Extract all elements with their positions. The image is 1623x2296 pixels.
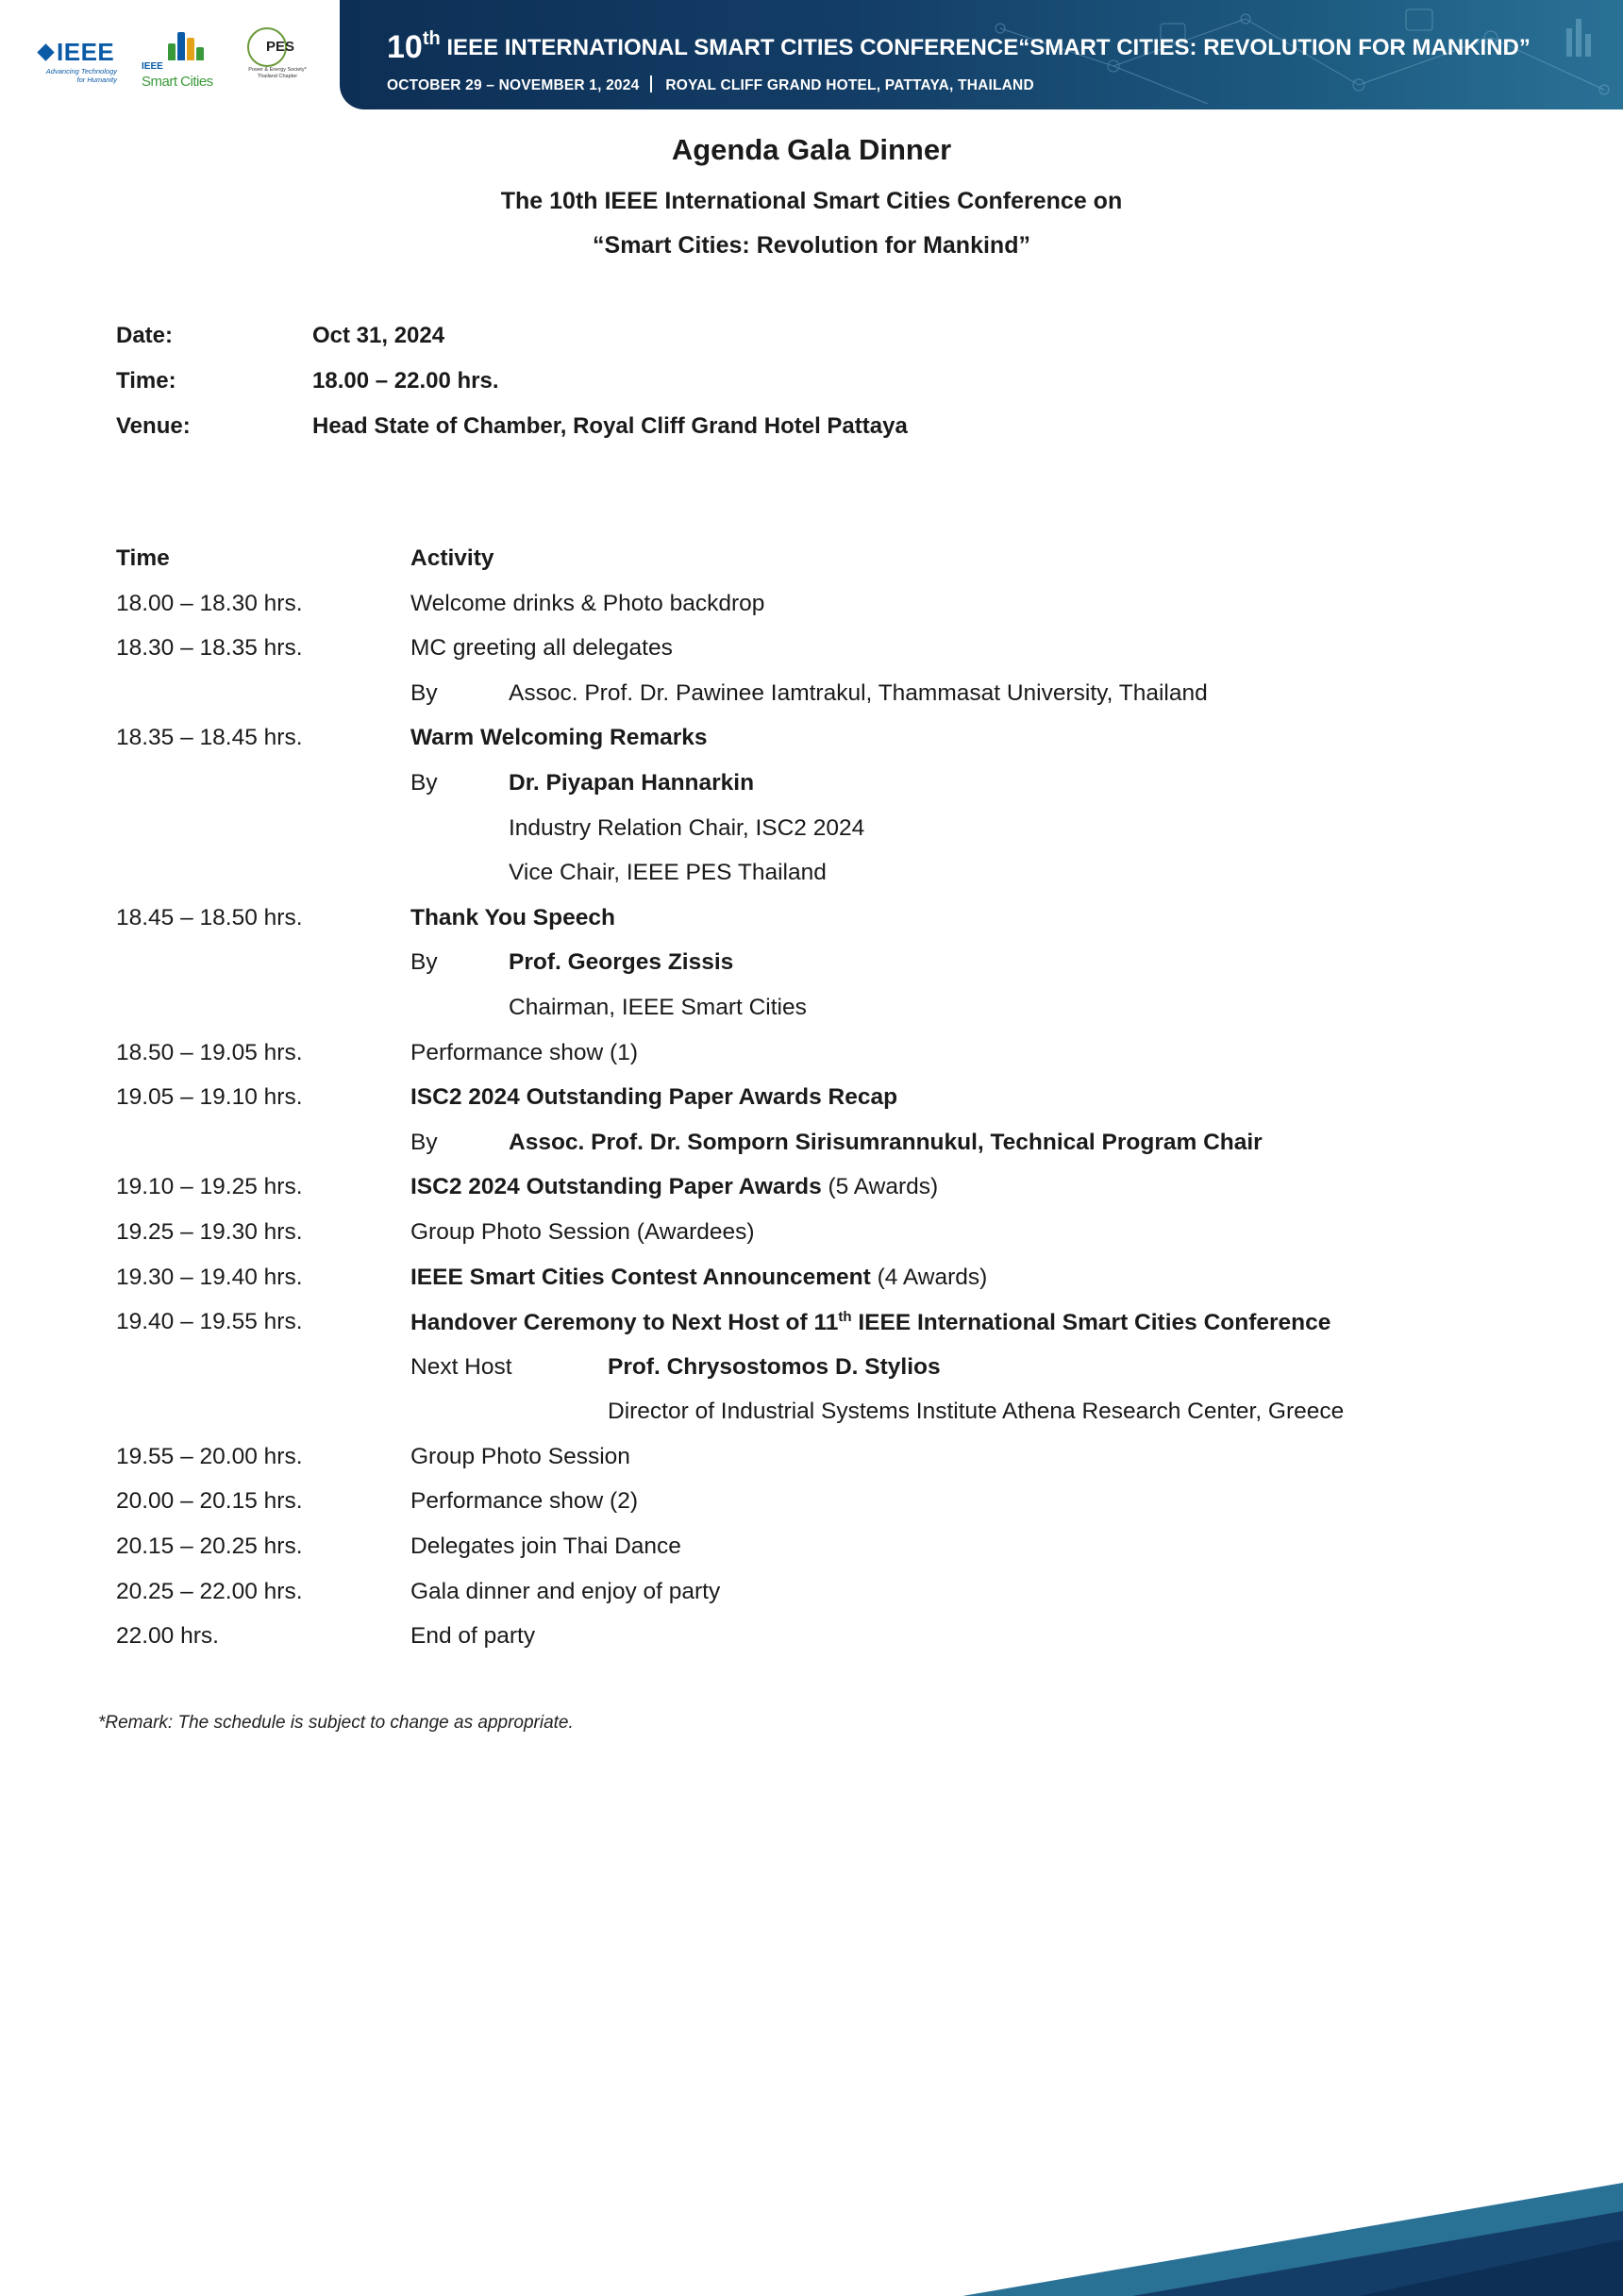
info-venue-label: Venue:	[116, 413, 191, 439]
agenda-row	[0, 1309, 1623, 1354]
agenda-row	[0, 1533, 1623, 1579]
agenda-by-label: By	[410, 769, 438, 796]
agenda-by-label: By	[410, 679, 438, 706]
agenda-speaker: Assoc. Prof. Dr. Somporn Sirisumrannukul, Technical Program Chair	[509, 1129, 1263, 1155]
smart-cities-text: Smart Cities	[142, 74, 213, 90]
agenda-time: 18.35 – 18.45 hrs.	[116, 725, 303, 751]
agenda-time: 18.30 – 18.35 hrs.	[116, 635, 303, 662]
agenda-table	[0, 545, 1623, 1668]
agenda-row	[0, 1444, 1623, 1489]
agenda-speaker-detail-row	[0, 815, 1623, 861]
agenda-speaker-role: Vice Chair, IEEE PES Thailand	[509, 860, 827, 886]
ieee-pes-thailand-logo	[243, 25, 308, 90]
agenda-speaker: Prof. Georges Zissis	[509, 949, 734, 976]
agenda-row	[0, 905, 1623, 950]
ieee-tagline-line2: for Humanity	[76, 75, 117, 84]
agenda-speaker: Assoc. Prof. Dr. Pawinee Iamtrakul, Thammasat University, Thailand	[509, 679, 1208, 706]
agenda-speaker-row	[0, 1130, 1623, 1175]
agenda-by-label: By	[410, 1129, 438, 1155]
agenda-row	[0, 725, 1623, 770]
ieee-diamond-icon	[37, 43, 54, 60]
agenda-header-time: Time	[116, 545, 170, 571]
conference-title: 10th IEEE INTERNATIONAL SMART CITIES CONFERENCE“SMART CITIES: REVOLUTION FOR MANKIND”	[387, 28, 1531, 65]
agenda-time: 18.45 – 18.50 hrs.	[116, 904, 303, 930]
page-subtitle-2: “Smart Cities: Revolution for Mankind”	[593, 232, 1030, 259]
agenda-speaker-row	[0, 680, 1623, 726]
agenda-row	[0, 635, 1623, 680]
agenda-speaker-role: Industry Relation Chair, ISC2 2024	[509, 814, 865, 841]
footer-decoration	[962, 2183, 1623, 2296]
agenda-activity: End of party	[410, 1623, 536, 1650]
agenda-next-host-role: Director of Industrial Systems Institute Athena Research Center, Greece	[608, 1399, 1345, 1425]
agenda-speaker-row	[0, 1354, 1623, 1399]
agenda-speaker-role: Chairman, IEEE Smart Cities	[509, 994, 807, 1020]
info-date-value: Oct 31, 2024	[312, 323, 445, 348]
smart-cities-ieee-text: IEEE	[142, 61, 163, 72]
conference-banner	[340, 0, 1623, 109]
agenda-activity: Group Photo Session	[410, 1443, 630, 1469]
pes-text: PES	[266, 39, 295, 55]
agenda-time: 20.00 – 20.15 hrs.	[116, 1488, 303, 1515]
agenda-activity: IEEE Smart Cities Contest Announcement (4 Awards)	[410, 1264, 988, 1290]
conference-dates-location: OCTOBER 29 – NOVEMBER 1, 2024 ROYAL CLIFF GRAND HOTEL, PATTAYA, THAILAND	[387, 77, 1034, 93]
page-subtitle-1: The 10th IEEE International Smart Cities Conference on	[500, 188, 1123, 214]
agenda-time: 19.10 – 19.25 hrs.	[116, 1174, 303, 1200]
agenda-speaker-detail-row	[0, 1399, 1623, 1444]
ieee-logo-text: IEEE	[57, 38, 115, 66]
agenda-speaker-row	[0, 949, 1623, 995]
agenda-speaker-detail-row	[0, 995, 1623, 1040]
agenda-activity: Handover Ceremony to Next Host of 11th IEEE International Smart Cities Conference	[410, 1309, 1331, 1336]
agenda-time: 19.30 – 19.40 hrs.	[116, 1264, 303, 1290]
agenda-header-activity: Activity	[410, 545, 494, 571]
agenda-next-host: Prof. Chrysostomos D. Stylios	[608, 1353, 941, 1380]
agenda-time: 20.15 – 20.25 hrs.	[116, 1533, 303, 1560]
agenda-by-label: By	[410, 949, 438, 976]
agenda-row	[0, 1174, 1623, 1219]
info-time-value: 18.00 – 22.00 hrs.	[312, 368, 499, 394]
agenda-row	[0, 1084, 1623, 1130]
info-venue-value: Head State of Chamber, Royal Cliff Grand Hotel Pattaya	[312, 413, 908, 439]
agenda-activity: Group Photo Session (Awardees)	[410, 1218, 755, 1245]
agenda-row	[0, 1488, 1623, 1533]
agenda-row	[0, 591, 1623, 636]
ieee-smart-cities-logo	[142, 30, 226, 90]
agenda-row	[0, 1579, 1623, 1624]
agenda-activity: ISC2 2024 Outstanding Paper Awards Recap	[410, 1084, 898, 1111]
agenda-activity: Gala dinner and enjoy of party	[410, 1578, 721, 1604]
page-title: Agenda Gala Dinner	[671, 133, 952, 166]
agenda-time: 19.40 – 19.55 hrs.	[116, 1309, 303, 1335]
agenda-time: 19.25 – 19.30 hrs.	[116, 1218, 303, 1245]
pes-subtitle: Power & Energy Society* Thailand Chapter	[248, 67, 307, 79]
agenda-activity: Thank You Speech	[410, 904, 615, 930]
agenda-next-host-label: Next Host	[410, 1353, 512, 1380]
agenda-time: 18.00 – 18.30 hrs.	[116, 590, 303, 616]
agenda-time: 22.00 hrs.	[116, 1623, 219, 1650]
agenda-activity: ISC2 2024 Outstanding Paper Awards (5 Awards)	[410, 1174, 939, 1200]
agenda-time: 18.50 – 19.05 hrs.	[116, 1039, 303, 1065]
ieee-logo	[40, 38, 117, 84]
agenda-speaker-row	[0, 770, 1623, 815]
agenda-row	[0, 1623, 1623, 1668]
ieee-tagline-line1: Advancing Technology	[45, 67, 117, 75]
agenda-time: 20.25 – 22.00 hrs.	[116, 1578, 303, 1604]
agenda-time: 19.05 – 19.10 hrs.	[116, 1084, 303, 1111]
agenda-speaker: Dr. Piyapan Hannarkin	[509, 769, 755, 796]
agenda-activity: MC greeting all delegates	[410, 635, 673, 662]
agenda-activity: Performance show (2)	[410, 1488, 639, 1515]
agenda-speaker-detail-row	[0, 860, 1623, 905]
agenda-activity: Performance show (1)	[410, 1039, 639, 1065]
info-date-label: Date:	[116, 323, 174, 348]
schedule-remark: *Remark: The schedule is subject to change as appropriate.	[98, 1713, 574, 1733]
agenda-activity: Delegates join Thai Dance	[410, 1533, 681, 1560]
agenda-time: 19.55 – 20.00 hrs.	[116, 1443, 303, 1469]
agenda-header-row	[0, 545, 1623, 591]
agenda-activity: Welcome drinks & Photo backdrop	[410, 590, 765, 616]
agenda-row	[0, 1265, 1623, 1310]
partner-logos	[38, 21, 321, 96]
info-time-label: Time:	[116, 368, 176, 394]
agenda-activity: Warm Welcoming Remarks	[410, 725, 708, 751]
agenda-row	[0, 1219, 1623, 1265]
agenda-row	[0, 1040, 1623, 1085]
